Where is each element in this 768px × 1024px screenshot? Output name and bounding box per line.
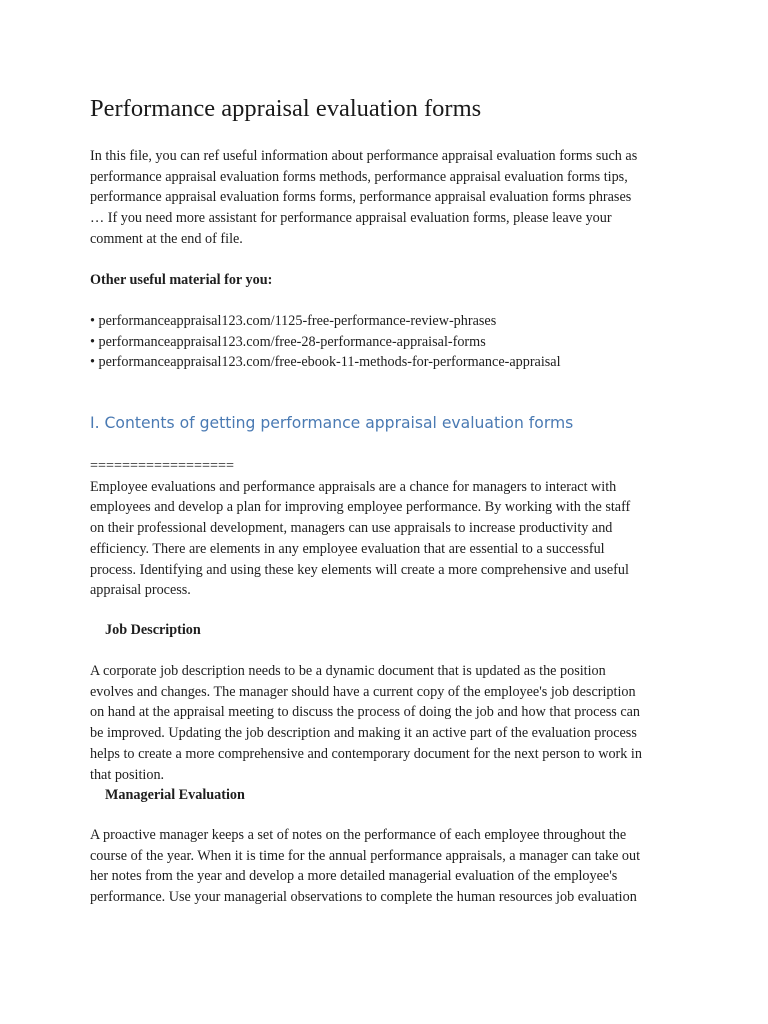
intro-line: In this file, you can ref useful information about performance appraisal evaluation forms such as xyxy=(90,148,638,164)
job-description-line: evolves and changes. The manager should have a current copy of the employee's job description xyxy=(90,683,636,700)
section-intro-line: process. Identifying and using these key elements will create a more comprehensive and useful xyxy=(90,561,629,578)
job-description-line: that position. xyxy=(90,766,165,783)
intro-line: performance appraisal evaluation forms forms, performance appraisal evaluation forms phrases xyxy=(90,189,632,206)
section-intro-line: Employee evaluations and performance appraisals are a chance for managers to interact with xyxy=(90,478,617,495)
managerial-evaluation-line: course of the year. When it is time for the annual performance appraisals, a manager can take out xyxy=(90,847,641,864)
managerial-evaluation-line: her notes from the year and develop a more detailed managerial evaluation of the employee's xyxy=(90,868,618,885)
managerial-evaluation-line: performance. Use your managerial observations to complete the human resources job evaluation xyxy=(90,889,637,906)
page-title: Performance appraisal evaluation forms xyxy=(90,95,482,122)
useful-links-list xyxy=(90,311,561,373)
intro-line: … If you need more assistant for performance appraisal evaluation forms, please leave your xyxy=(90,210,612,227)
section-intro-paragraph xyxy=(90,456,686,601)
section-intro-line: appraisal process. xyxy=(90,582,191,599)
job-description-line: helps to create a more comprehensive and contemporary document for the next person to work in xyxy=(90,745,642,762)
section-intro-line: efficiency. There are elements in any employee evaluation that are essential to a successful xyxy=(90,540,605,557)
section-intro-line: on their professional development, managers can use appraisals to increase productivity and xyxy=(90,520,613,537)
useful-link[interactable]: • performanceappraisal123.com/free-ebook-11-methods-for-performance-appraisal xyxy=(90,354,561,371)
job-description-line: on hand at the appraisal meeting to discuss the process of doing the job and how that process can xyxy=(90,704,641,721)
section-intro-line: employees and develop a plan for improving employee performance. By working with the staff xyxy=(90,499,631,516)
job-description-paragraph xyxy=(90,661,686,785)
section-heading: I. Contents of getting performance appraisal evaluation forms xyxy=(90,414,574,432)
job-description-heading: Job Description xyxy=(105,622,201,638)
managerial-evaluation-heading: Managerial Evaluation xyxy=(105,787,245,803)
useful-link[interactable]: • performanceappraisal123.com/1125-free-performance-review-phrases xyxy=(90,313,497,329)
useful-link[interactable]: • performanceappraisal123.com/free-28-performance-appraisal-forms xyxy=(90,333,486,350)
intro-line: performance appraisal evaluation forms methods, performance appraisal evaluation forms tips, xyxy=(90,168,628,185)
job-description-line: A corporate job description needs to be a dynamic document that is updated as the position xyxy=(90,663,606,679)
job-description-line: be improved. Updating the job description and making it an active part of the evaluation process xyxy=(90,725,637,742)
useful-material-heading: Other useful material for you: xyxy=(90,272,273,288)
managerial-evaluation-paragraph xyxy=(90,825,686,908)
intro-line: comment at the end of file. xyxy=(90,230,243,247)
separator-line: ================== xyxy=(90,458,235,474)
managerial-evaluation-line: A proactive manager keeps a set of notes on the performance of each employee throughout the xyxy=(90,827,627,843)
intro-paragraph xyxy=(90,146,686,250)
